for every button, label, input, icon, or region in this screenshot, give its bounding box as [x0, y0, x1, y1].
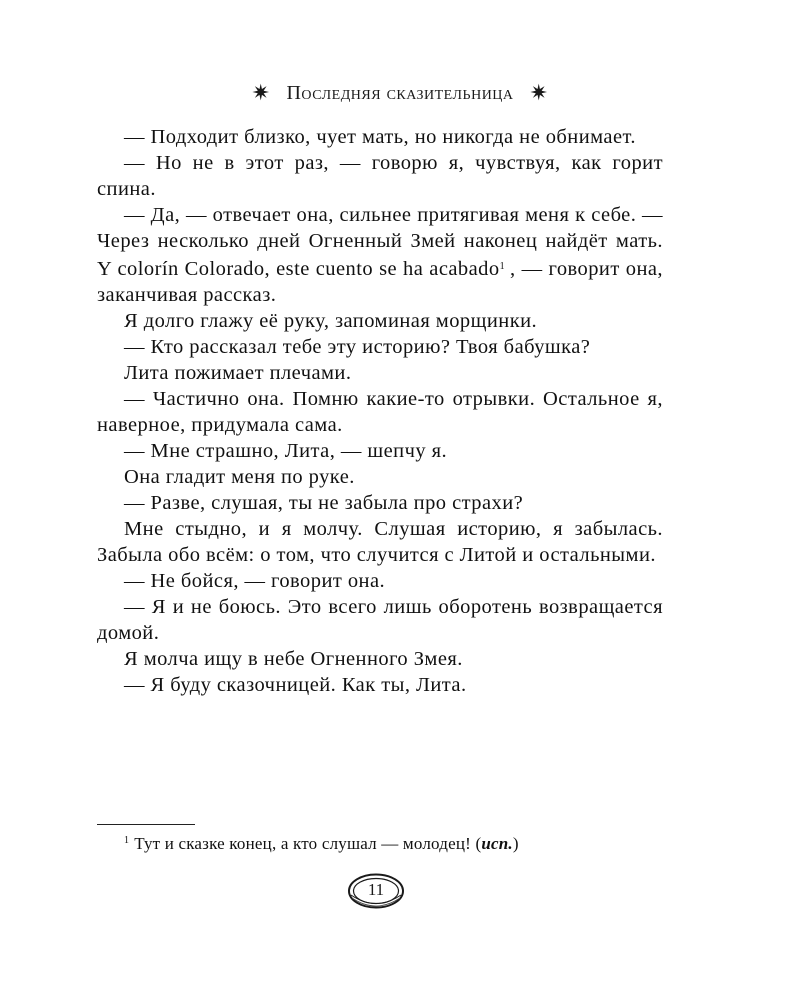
paragraph: — Не бойся, — говорит она.	[124, 570, 386, 592]
paragraph: — Но не в этот раз, — говорю я, чувствуя, как горит спина.	[97, 152, 663, 200]
paragraph	[97, 202, 663, 308]
star-ornament-icon: ✷	[251, 80, 271, 105]
running-head	[0, 80, 800, 106]
paragraph: Мне стыдно, и я молчу. Слушая историю, я забылась. Забыла обо всём: о том, что случится с Литой и остальными.	[97, 518, 663, 566]
paragraph: Она гладит меня по руке.	[124, 466, 355, 488]
page-number-badge	[346, 871, 406, 911]
running-head-title: Последняя сказительница	[286, 82, 514, 104]
paragraph: — Я и не боюсь. Это всего лишь оборотень возвращается домой.	[97, 596, 663, 644]
footnote-text: Тут и сказке конец, а кто слушал — молодец! (	[134, 834, 482, 853]
paragraph: Я молча ищу в небе Огненного Змея.	[124, 648, 463, 670]
paragraph: Лита пожимает плечами.	[124, 362, 352, 384]
star-ornament-icon: ✷	[529, 80, 549, 105]
footnote-number: 1	[124, 835, 130, 846]
paragraph-text: — Да, — отвечает она, сильнее притягивая меня к себе. — Через несколько дней Огненный Змей наконец найдёт мать. Y colorín Colorado, este cuento se ha acabado	[97, 204, 663, 280]
paragraph: — Я буду сказочницей. Как ты, Лита.	[124, 674, 467, 696]
paragraph: Я долго глажу её руку, запоминая морщинки.	[124, 310, 538, 332]
main-text	[97, 124, 663, 698]
paragraph: — Мне страшно, Лита, — шепчу я.	[124, 440, 448, 462]
page-number: 11	[367, 880, 385, 899]
paragraph: — Разве, слушая, ты не забыла про страхи?	[124, 492, 524, 514]
footnote-ref[interactable]: 1	[499, 261, 506, 272]
paragraph: — Частично она. Помню какие-то отрывки. Остальное я, наверное, придумала сама.	[97, 388, 663, 436]
paragraph-text-continued: , — говорит она, заканчивая рассказ.	[97, 258, 663, 306]
paragraph: — Кто рассказал тебе эту историю? Твоя бабушка?	[124, 336, 591, 358]
footnote-close: )	[512, 834, 519, 853]
footnote-divider	[97, 824, 195, 825]
footnote-abbreviation: исп.	[481, 834, 513, 853]
footnote	[124, 830, 684, 855]
paragraph: — Подходит близко, чует мать, но никогда не обнимает.	[124, 126, 636, 148]
